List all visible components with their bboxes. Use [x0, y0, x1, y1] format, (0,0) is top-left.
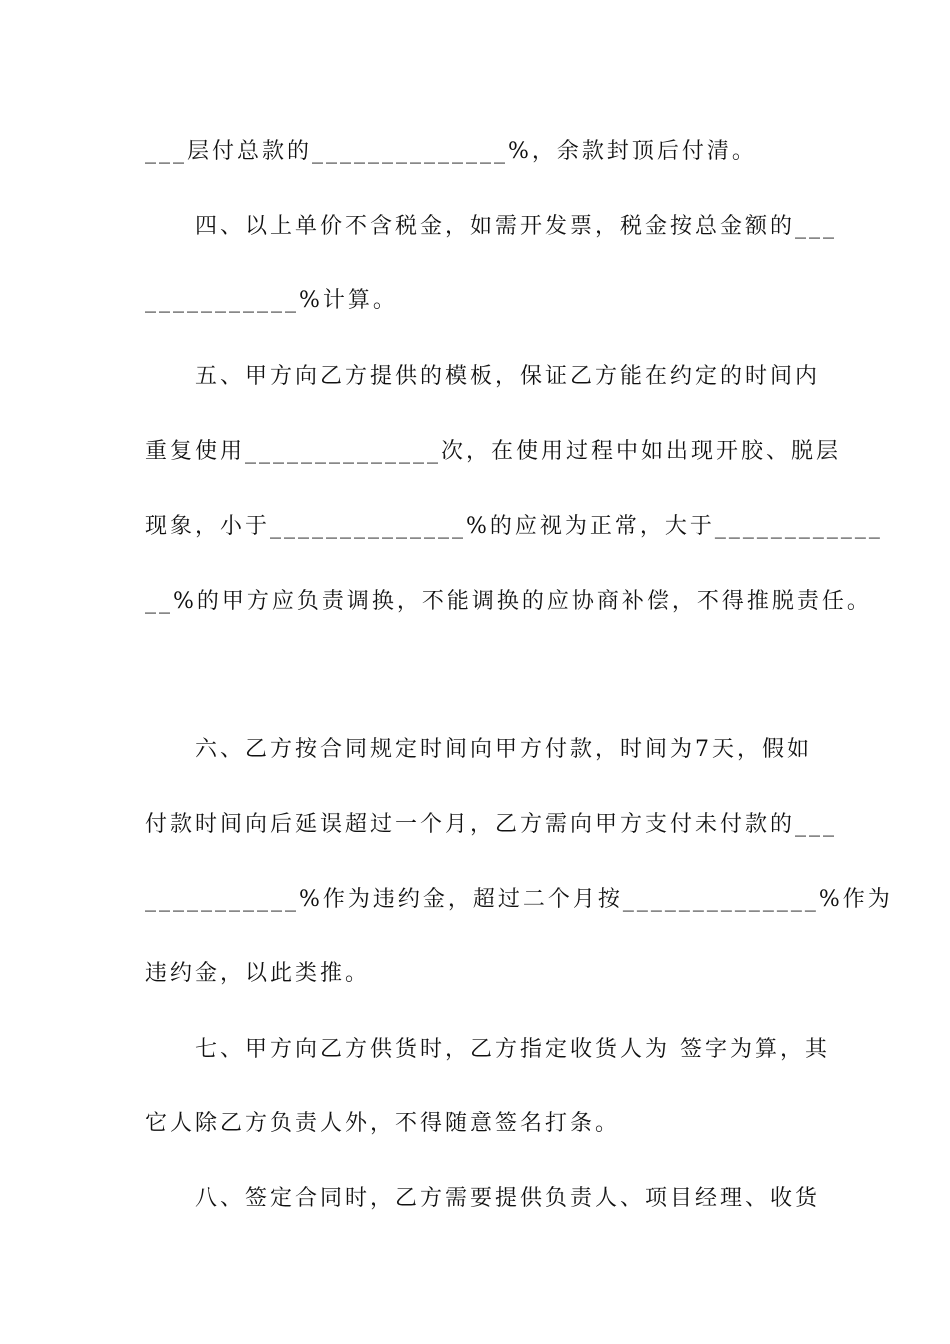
- text-line: 它人除乙方负责人外，不得随意签名打条。: [145, 1111, 621, 1136]
- text-line: ___________%作为违约金，超过二个月按______________%作为: [145, 887, 893, 912]
- text-line: ___层付总款的______________%，余款封顶后付清。: [145, 139, 757, 164]
- text-line: 六、乙方按合同规定时间向甲方付款，时间为7天，假如: [195, 737, 812, 762]
- text-line: ___________%计算。: [145, 288, 398, 313]
- text-line: 现象，小于______________%的应视为正常，大于____________: [145, 514, 883, 539]
- text-line: 违约金，以此类推。: [145, 961, 371, 986]
- text-line: 七、甲方向乙方供货时，乙方指定收货人为 签字为算，其: [195, 1037, 830, 1062]
- text-line: 四、以上单价不含税金，如需开发票，税金按总金额的___: [195, 214, 838, 239]
- text-line: 重复使用______________次，在使用过程中如出现开胶、脱层: [145, 439, 842, 464]
- text-line: 八、签定合同时，乙方需要提供负责人、项目经理、收货: [195, 1186, 821, 1211]
- text-line: __%的甲方应负责调换，不能调换的应协商补偿，不得推脱责任。: [145, 589, 872, 614]
- text-line: 付款时间向后延误超过一个月，乙方需向甲方支付未付款的___: [145, 812, 838, 837]
- text-line: 五、甲方向乙方提供的模板，保证乙方能在约定的时间内: [195, 364, 821, 389]
